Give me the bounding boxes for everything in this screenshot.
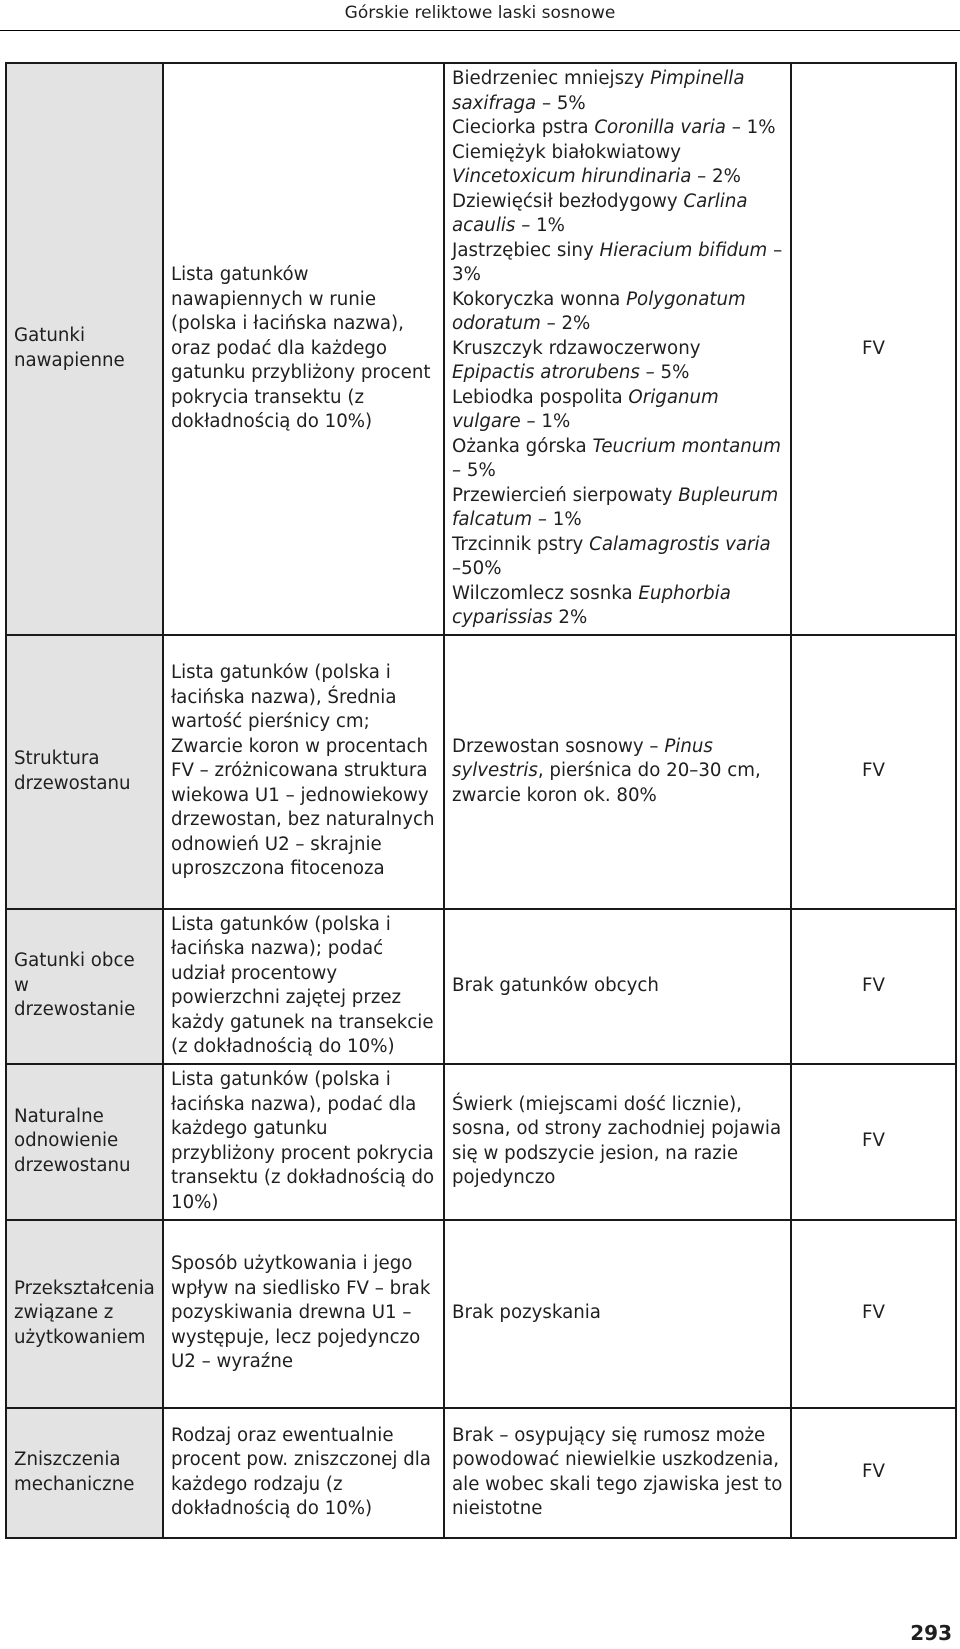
- evaluation-cell: FV: [791, 1220, 956, 1408]
- species-latin-name: Carlina acaulis: [452, 190, 748, 236]
- species-latin-name: Teucrium montanum: [592, 435, 782, 457]
- species-latin-name: Euphorbia cyparissias: [452, 582, 731, 628]
- species-entry: [452, 435, 783, 484]
- species-polish-name: Lebiodka pospolita: [452, 386, 623, 408]
- evaluation-cell: FV: [791, 1064, 956, 1220]
- species-entry: [452, 190, 783, 239]
- criterion-cell: Zniszczenia mechaniczne: [6, 1408, 163, 1538]
- result-cell: [444, 635, 791, 909]
- running-header: [0, 0, 960, 33]
- species-polish-name: Cieciorka pstra: [452, 117, 589, 138]
- species-cover-percent: –50%: [452, 558, 502, 579]
- species-polish-name: Trzcinnik pstry: [452, 533, 584, 555]
- species-latin-name: Pimpinella saxifraga: [452, 68, 745, 114]
- species-entry: [452, 533, 783, 582]
- page-number: 293: [910, 1621, 952, 1645]
- species-entry: [452, 116, 783, 141]
- species-polish-name: Ciemiężyk białokwiatowy: [452, 141, 682, 163]
- table-row: [6, 1220, 956, 1408]
- species-latin-name: Calamagrostis varia: [589, 533, 771, 555]
- species-cover-percent: – 1%: [521, 215, 565, 236]
- result-text-post: , pierśnica do 20–30 cm, zwarcie koron ok. 80%: [452, 760, 761, 806]
- result-text-pre: Drzewostan sosnowy –: [452, 735, 665, 757]
- species-polish-name: Wilczomlecz sosnka: [452, 582, 633, 604]
- species-cover-percent: – 1%: [731, 117, 776, 138]
- table-row: [6, 1064, 956, 1220]
- species-cover-percent: – 5%: [645, 362, 690, 383]
- evaluation-cell: FV: [791, 909, 956, 1064]
- species-cover-percent: – 1%: [526, 411, 571, 432]
- table-row: [6, 909, 956, 1064]
- species-list: [452, 67, 783, 631]
- table-row: [6, 63, 956, 635]
- method-cell: Lista gatunków (polska i łacińska nazwa), Średnia wartość pierśnicy cm; Zwarcie koron w procentach FV – zróżnicowana struktura wiekowa U1 – jednowiekowy drzewostan, bez naturalnych odnowień U2 – skrajnie uproszczona fitocenoza: [163, 635, 444, 909]
- species-latin-name: Origanum vulgare: [452, 386, 719, 432]
- species-cover-percent: – 2%: [546, 313, 591, 334]
- species-latin-name: Vincetoxicum hirundinaria: [452, 166, 692, 187]
- species-entry: [452, 141, 783, 190]
- species-polish-name: Kokoryczka wonna: [452, 288, 621, 310]
- evaluation-cell: FV: [791, 63, 956, 635]
- species-polish-name: Jastrzębiec siny: [452, 239, 594, 261]
- criterion-cell: Naturalne odnowienie drzewostanu: [6, 1064, 163, 1220]
- species-entry: [452, 484, 783, 533]
- species-polish-name: Ożanka górska: [452, 435, 587, 457]
- species-latin-name: Hieracium bifidum: [599, 239, 768, 261]
- species-polish-name: Dziewięćsił bezłodygowy: [452, 190, 678, 212]
- species-entry: [452, 288, 783, 337]
- result-cell: Brak pozyskania: [444, 1220, 791, 1408]
- species-latin-name: Coronilla varia: [594, 117, 726, 138]
- species-latin-name: Bupleurum falcatum: [452, 484, 779, 530]
- species-entry: [452, 239, 783, 288]
- habitat-assessment-table: [5, 62, 957, 1539]
- result-latin-name: Pinus sylvestris: [452, 735, 713, 782]
- method-cell: Lista gatunków (polska i łacińska nazwa); podać udział procentowy powierzchni zajętej przez każdy gatunek na transekcie (z dokładnością do 10%): [163, 909, 444, 1064]
- species-latin-name: Epipactis atrorubens: [452, 362, 640, 383]
- species-entry: [452, 582, 783, 631]
- result-cell: Brak – osypujący się rumosz może powodować niewielkie uszkodzenia, ale wobec skali tego zjawiska jest to nieistotne: [444, 1408, 791, 1538]
- species-entry: [452, 386, 783, 435]
- species-cover-percent: – 5%: [541, 92, 586, 114]
- method-cell: Sposób użytkowania i jego wpływ na siedlisko FV – brak pozyskiwania drewna U1 – występuje, lecz pojedynczo U2 – wyraźne: [163, 1220, 444, 1408]
- species-cover-percent: 2%: [558, 607, 588, 628]
- table-row: [6, 1408, 956, 1538]
- criterion-cell: Gatunki obce w drzewostanie: [6, 909, 163, 1064]
- species-cover-percent: – 3%: [452, 239, 783, 285]
- criterion-cell: Gatunki nawapienne: [6, 63, 163, 635]
- species-cover-percent: – 1%: [537, 509, 582, 530]
- method-cell: Rodzaj oraz ewentualnie procent pow. zniszczonej dla każdego rodzaju (z dokładnością do 10%): [163, 1408, 444, 1538]
- result-cell: Brak gatunków obcych: [444, 909, 791, 1064]
- result-cell: Świerk (miejscami dość licznie), sosna, od strony zachodniej pojawia się w podszycie jesion, na razie pojedynczo: [444, 1064, 791, 1220]
- evaluation-cell: FV: [791, 1408, 956, 1538]
- method-cell: Lista gatunków nawapiennych w runie (polska i łacińska nazwa), oraz podać dla każdego gatunku przybliżony procent pokrycia transektu (z dokładnością do 10%): [163, 63, 444, 635]
- species-entry: [452, 67, 783, 116]
- species-cover-percent: – 2%: [697, 166, 741, 187]
- species-list-cell: [444, 63, 791, 635]
- evaluation-cell: FV: [791, 635, 956, 909]
- header-rule: [0, 30, 960, 31]
- method-cell: Lista gatunków (polska i łacińska nazwa), podać dla każdego gatunku przybliżony procent pokrycia transektu (z dokładnością do 10%): [163, 1064, 444, 1220]
- species-latin-name: Polygonatum odoratum: [452, 288, 746, 334]
- running-header-title: Górskie reliktowe laski sosnowe: [344, 3, 616, 23]
- criterion-cell: Struktura drzewostanu: [6, 635, 163, 909]
- species-cover-percent: – 5%: [452, 460, 496, 481]
- species-polish-name: Biedrzeniec mniejszy: [452, 68, 645, 89]
- species-polish-name: Przewiercień sierpowaty: [452, 484, 673, 506]
- criterion-cell: Przekształcenia związane z użytkowaniem: [6, 1220, 163, 1408]
- species-polish-name: Kruszczyk rdzawoczerwony: [452, 337, 701, 359]
- species-entry: [452, 337, 783, 386]
- table-row: [6, 635, 956, 909]
